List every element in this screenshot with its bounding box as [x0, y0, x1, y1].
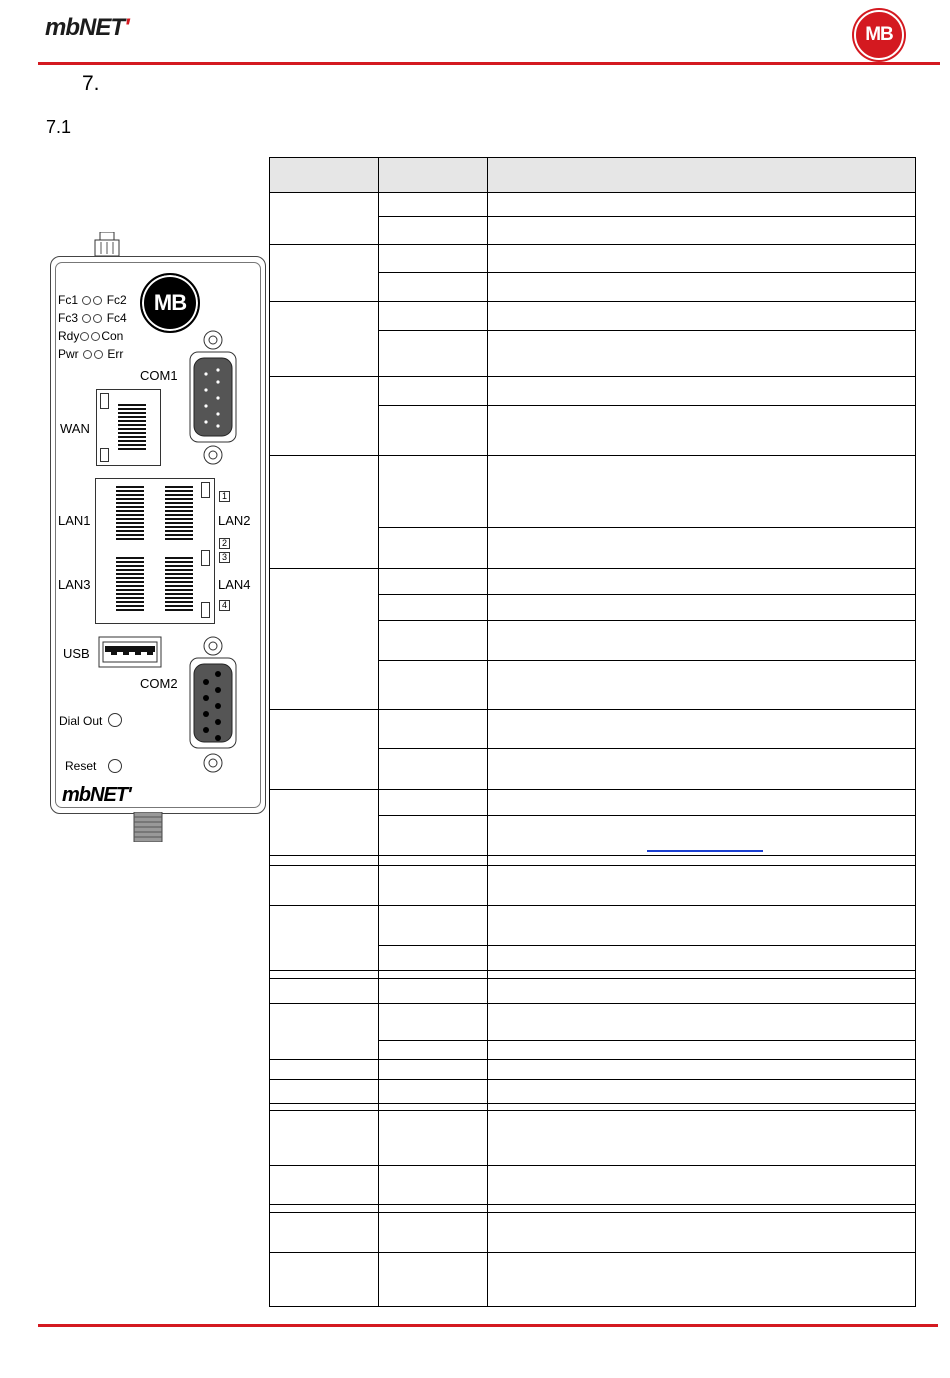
mb-logo: MB	[854, 10, 904, 60]
row-line	[269, 709, 916, 710]
row-line	[378, 330, 916, 331]
led-row-pwr-err: Pwr Err	[58, 347, 124, 361]
reset-label: Reset	[65, 759, 97, 773]
row-line	[378, 1040, 916, 1041]
table-header-row	[270, 157, 915, 192]
row-line	[269, 978, 916, 979]
row-line	[269, 1212, 916, 1213]
row-line	[269, 1252, 916, 1253]
footer-divider	[38, 1324, 938, 1327]
row-line	[269, 970, 916, 971]
row-line	[269, 1204, 916, 1205]
lan4-label: LAN4	[218, 577, 251, 592]
row-line	[269, 865, 916, 866]
link-underline[interactable]	[647, 850, 763, 852]
led-con-icon	[91, 332, 100, 341]
table-border-left	[269, 157, 270, 1307]
led-row-fc3-fc4: Fc3 Fc4	[58, 311, 127, 325]
port-number-4: 4	[219, 600, 230, 611]
row-line	[378, 748, 916, 749]
row-line	[378, 216, 916, 217]
row-line	[269, 1306, 916, 1307]
row-line	[269, 1165, 916, 1166]
led-pwr-icon	[83, 350, 92, 359]
row-line	[269, 1003, 916, 1004]
lan-led	[201, 550, 210, 566]
antenna-connector-bottom-icon	[133, 812, 163, 842]
dial-out-button[interactable]	[108, 713, 122, 727]
led-fc4-icon	[93, 314, 102, 323]
com2-label: COM2	[140, 676, 178, 691]
wan-led	[100, 393, 109, 409]
row-line	[378, 660, 916, 661]
row-line	[269, 1059, 916, 1060]
row-line	[378, 620, 916, 621]
port-number-1: 1	[219, 491, 230, 502]
led-fc2-icon	[93, 296, 102, 305]
row-line	[269, 789, 916, 790]
row-line	[378, 594, 916, 595]
row-line	[378, 272, 916, 273]
wan-jack-icon	[118, 404, 146, 452]
row-line	[378, 527, 916, 528]
row-line	[269, 192, 916, 193]
row-line	[269, 568, 916, 569]
port-number-2: 2	[219, 538, 230, 549]
lan-led	[201, 482, 210, 498]
row-line	[269, 1103, 916, 1104]
lan2-jack-icon	[165, 486, 193, 542]
lan-port-block	[95, 478, 215, 624]
usb-port-icon	[98, 636, 162, 668]
led-err-icon	[94, 350, 103, 359]
led-row-rdy-con: Rdy Con	[58, 329, 124, 343]
led-row-fc1-fc2: Fc1 Fc2	[58, 293, 127, 307]
com1-label: COM1	[140, 368, 178, 383]
lan-led	[201, 602, 210, 618]
com2-serial-port-icon	[188, 634, 238, 776]
wan-led	[100, 448, 109, 462]
lan3-label: LAN3	[58, 577, 91, 592]
row-line	[269, 855, 916, 856]
wan-label: WAN	[60, 421, 90, 436]
lan1-jack-icon	[116, 486, 144, 542]
lan1-label: LAN1	[58, 513, 91, 528]
reset-button[interactable]	[108, 759, 122, 773]
led-rdy-icon	[80, 332, 89, 341]
row-line	[378, 815, 916, 816]
row-line	[269, 301, 916, 302]
row-line	[269, 157, 916, 158]
row-line	[269, 905, 916, 906]
dial-out-label: Dial Out	[59, 714, 103, 728]
brand-logo: mbNET'	[45, 14, 129, 41]
row-line	[269, 244, 916, 245]
lan2-label: LAN2	[218, 513, 251, 528]
led-fc3-icon	[82, 314, 91, 323]
row-line	[378, 945, 916, 946]
device-mb-logo: MB	[140, 273, 200, 333]
header-divider	[38, 62, 940, 65]
led-fc1-icon	[82, 296, 91, 305]
lan4-jack-icon	[165, 557, 193, 613]
row-line	[378, 405, 916, 406]
row-line	[269, 455, 916, 456]
device-brand-logo: mbNET'	[62, 784, 131, 806]
com1-serial-port-icon	[188, 328, 238, 468]
row-line	[269, 376, 916, 377]
row-line	[269, 1110, 916, 1111]
subsection-number: 7.1	[46, 117, 72, 137]
antenna-connector-top-icon	[93, 232, 121, 256]
usb-label: USB	[63, 646, 90, 661]
lan3-jack-icon	[116, 557, 144, 613]
row-line	[269, 1079, 916, 1080]
section-number: 7.	[82, 72, 100, 95]
port-number-3: 3	[219, 552, 230, 563]
